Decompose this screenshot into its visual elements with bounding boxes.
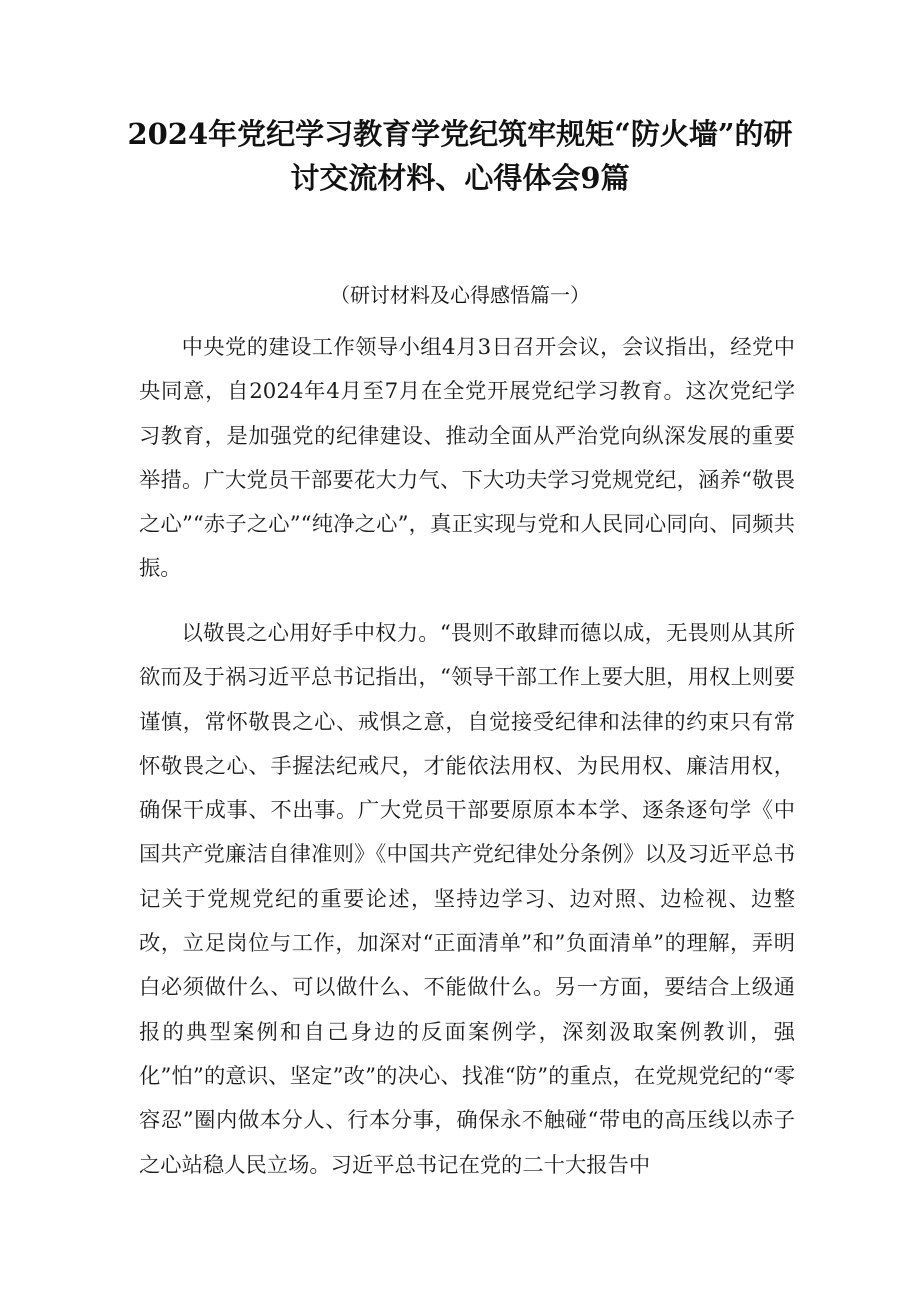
body-paragraph-2: 以敬畏之心用好手中权力。“畏则不敢肆而德以成，无畏则从其所欲而及于祸习近平总书记指出，“领导干部工作上要大胆，用权上则要谨慎，常怀敬畏之心、戒惧之意，自觉接受纪律和法律的约束只有常怀敬畏之心、手握法纪戒尺，才能依法用权、为民用权、廉洁用权，确保干成事、不出事。广大党员干部要原原本本学、逐条逐句学《中国共产党廉洁自律准则》《中国共产党纪律处分条例》以及习近平总书记关于党规党纪的重要论述，坚持边学习、边对照、边检视、边整改，立足岗位与工作，加深对“正面清单”和”负面清单”的理解，弄明白必须做什么、可以做什么、不能做什么。另一方面，要结合上级通报的典型案例和自己身边的反面案例学，深刻汲取案例教训，强化”怕”的意识、坚定”改”的决心、找准“防”的重点，在党规党纪的“零容忍”圈内做本分人、行本分事，确保永不触碰“带电的高压线以赤子之心站稳人民立场。习近平总书记在党的二十大报告中 (139, 621, 795, 1178)
document-title: 2024年党纪学习教育学党纪筑牢规矩“防火墙”的研讨交流材料、心得体会9篇 (127, 117, 793, 195)
body-paragraph-1: 中央党的建设工作领导小组4月3日召开会议，会议指出，经党中央同意，自2024年4月至7月在全党开展党纪学习教育。这次党纪学习教育，是加强党的纪律建设、推动全面从严治党向纵深发展的重要举措。广大党员干部要花大力气、下大功夫学习党规党纪，涵养“敬畏之心”“赤子之心”“纯净之心”，真正实现与党和人民同心同向、同频共振。 (139, 335, 795, 582)
section-heading: （研讨材料及心得感悟篇一） (330, 283, 590, 307)
